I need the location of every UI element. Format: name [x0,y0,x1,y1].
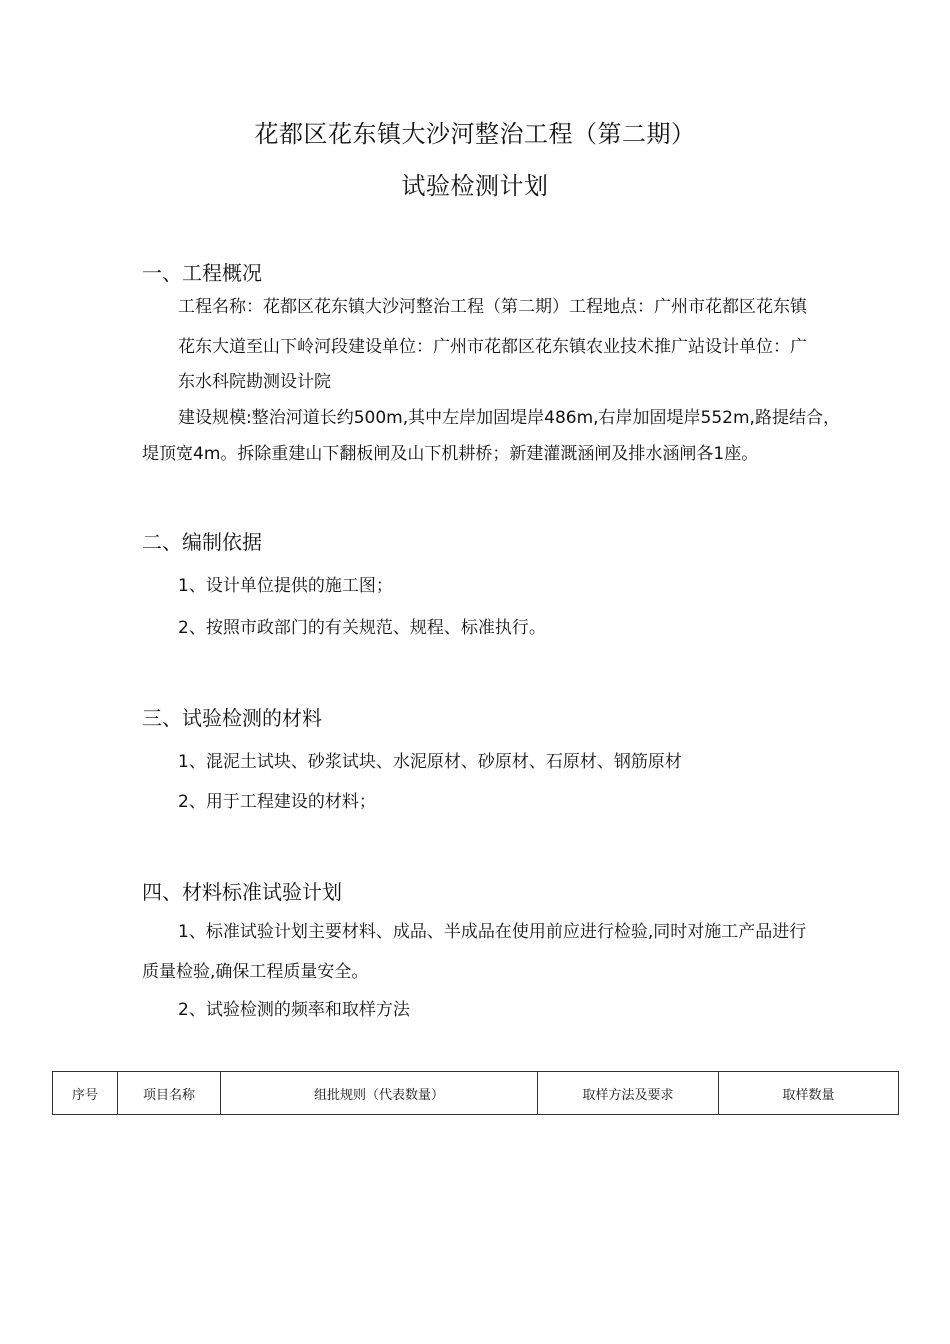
basis-item-1: 1、设计单位提供的施工图； [178,576,393,596]
section-heading-basis: 二、编制依据 [142,530,262,554]
table-header-cell: 取样数量 [719,1072,899,1115]
overview-line-3: 东水科院勘测设计院 [178,372,331,392]
basis-item-2: 2、按照市政部门的有关规范、规程、标准执行。 [178,618,546,638]
table-header-cell: 取样方法及要求 [538,1072,719,1115]
table-header-cell: 项目名称 [118,1072,221,1115]
overview-line-2: 花东大道至山下岭河段建设单位：广州市花都区花东镇农业技术推广站设计单位：广 [178,337,807,357]
sampling-table [52,1071,899,1115]
test-plan-line-2: 质量检验,确保工程质量安全。 [142,962,369,982]
section-heading-test-plan: 四、材料标准试验计划 [142,880,342,904]
table-header-cell: 组批规则（代表数量） [221,1072,538,1115]
section-heading-materials: 三、试验检测的材料 [142,706,322,730]
test-plan-line-3: 2、试验检测的频率和取样方法 [178,1000,410,1020]
test-plan-line-1: 1、标准试验计划主要材料、成品、半成品在使用前应进行检验,同时对施工产品进行 [178,922,807,942]
overview-line-5: 堤顶宽4m。拆除重建山下翻板闸及山下机耕桥；新建灌溉涵闸及排水涵闸各1座。 [142,444,759,464]
table-header-cell: 序号 [53,1072,118,1115]
overview-line-1: 工程名称：花都区花东镇大沙河整治工程（第二期）工程地点：广州市花都区花东镇 [178,297,807,317]
materials-item-1: 1、混泥土试块、砂浆试块、水泥原材、砂原材、石原材、钢筋原材 [178,752,682,772]
document-subtitle: 试验检测计划 [401,172,549,200]
table-header-row [53,1072,899,1115]
section-heading-overview: 一、工程概况 [142,261,262,285]
document-title: 花都区花东镇大沙河整治工程（第二期） [254,120,696,148]
overview-line-4: 建设规模:整治河道长约500m,其中左岸加固堤岸486m,右岸加固堤岸552m,路提结合， [178,408,840,428]
materials-item-2: 2、用于工程建设的材料； [178,792,376,812]
